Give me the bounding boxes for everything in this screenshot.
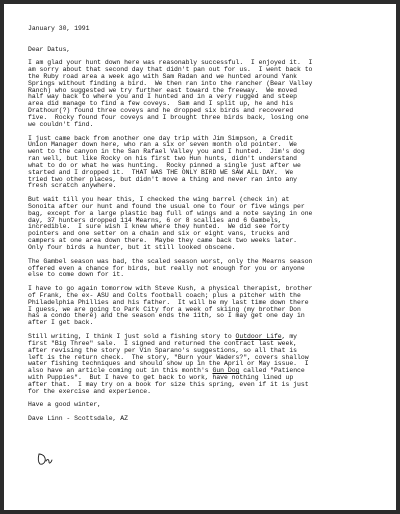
magazine-title-outdoor-life: Outdoor Life — [235, 332, 282, 340]
letter-date: January 30, 1991 — [28, 25, 90, 32]
signature-line: Dave Linn - Scottsdale, AZ — [28, 415, 128, 423]
handwritten-signature — [36, 452, 54, 466]
letter-page — [4, 4, 396, 510]
paragraph-3: But wait till you hear this, I checked the wing barrel (check in) at Sonoita after our hunt and found the usual one to four or five wings per bag, except for a large plastic bag full of wings and a note saying in one day, 37 hunters dropped 114 Mearns, 6 or 8 scallies and 6 Gambels, incredible. I sure wish I knew where they hunted. We did see forty pointers and one setter on a chain and six or eight vans, trucks and campers at one area down there. Maybe they came back two weeks later. Only four birds a hunter, but it still looked obscene. — [28, 196, 313, 251]
salutation: Dear Datus, — [28, 45, 71, 53]
paragraph-4: The Gambel season was bad, the scaled season worst, only the Mearns season offered even a chance for birds, but really not enough for you or anyone else to come down for it. — [28, 257, 313, 279]
paragraph-2: I just came back from another one day trip with Jim Simpson, a Credit Union Manager down here, who ran a six or seven month old pointer. We went to the canyon in the San Rafael Valley you and I hunted. Jim's dog ran well, but like Rocky on his first two Hun hunts, didn't understand what to do or what he was hunting. Rocky pinned a single just after we started and I dropped it. THAT WAS THE ONLY BIRD WE SAW ALL DAY. We tried two other places, but didn't move a thing and never ran into any fresh scratch anywhere. — [28, 134, 305, 190]
paragraph-6: Still writing, I think I just sold a fishing story to Outdoor Life, my first "Big Three" sale. I signed and returned the contract last week, after revising the story per Vin Sparano's suggestions, so all that is left is the return check. The story, "Burn your Waders?", covers shallow water fishing techniques and should show up in the April or May issue. I also have an article coming out in this month's Gun Dog called "Patience with Puppies". But I have to get back to work, have nothing lined up after that. I may try on a book for size this spring, even if it is just for the exercise and experience. — [28, 332, 309, 395]
paragraph-1: I am glad your hunt down here was reasonably successful. I enjoyed it. I am sorry about that second day that didn't pan out for us. I went back to the Ruby road area a week ago with Sam Radan and we hunted around Yank Springs without finding a bird. We then ran into the rancher (Bear Valley Ranch) who suggested we try further east toward the freeway. We moved half way back to where you and I hunted and in a very rugged and steep area did manage to find a few coveys. Sam and I split up, he and his Drathour(?) found three coveys and he dropped six birds and recovered five. Rocky found four coveys and I brought three birds back, losing one we couldn't find. — [28, 59, 313, 128]
paragraph-5: I have to go again tomorrow with Steve Kush, a physical therapist, brother of Frank, the ex- ASU and Colts football coach; plus a pitcher with the Philadelphia Phillies and his father. It will be my last time down there I guess, we are going to Park City for a week of skiing (my brother Don has a condo there) and the season ends the 11th, so I may get one day in after I get back. — [28, 285, 313, 327]
closing: Have a good winter, — [28, 401, 102, 409]
magazine-title-gun-dog: Gun Dog — [212, 367, 240, 375]
